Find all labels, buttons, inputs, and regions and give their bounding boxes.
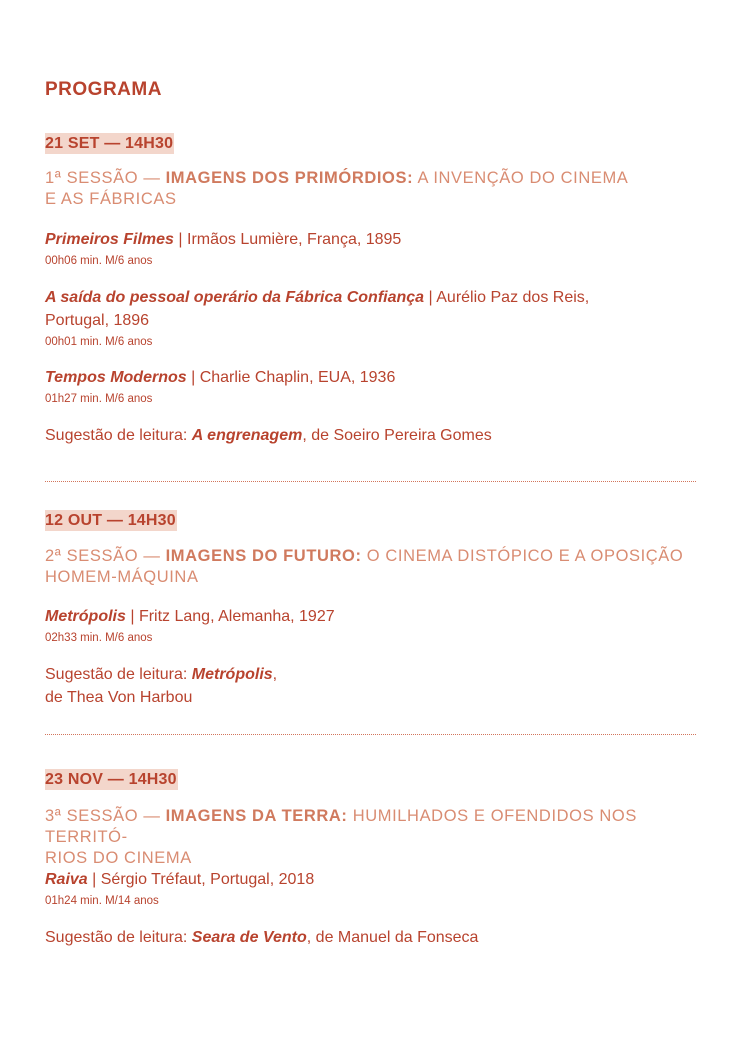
film-credits: Aurélio Paz dos Reis,: [436, 289, 590, 306]
film-title: Metrópolis: [45, 608, 126, 625]
film-title: Tempos Modernos: [45, 369, 187, 386]
film-credits: Charlie Chaplin, EUA, 1936: [199, 369, 396, 386]
session-date: 12 OUT — 14H30: [45, 512, 176, 529]
film-entry: Primeiros Filmes | Irmãos Lumière, França, 1895 00h06 min. M/6 anos: [45, 228, 645, 269]
film-meta: 00h06 min. M/6 anos: [45, 255, 153, 267]
film-meta: 01h27 min. M/6 anos: [45, 393, 153, 405]
film-entry: Metrópolis | Fritz Lang, Alemanha, 1927 02h33 min. M/6 anos: [45, 605, 645, 646]
reading-suggestion: Sugestão de leitura: Seara de Vento, de Manuel da Fonseca: [45, 929, 479, 946]
dotted-divider: [45, 734, 696, 735]
film-entry: Raiva | Sérgio Tréfaut, Portugal, 2018 01h24 min. M/14 anos: [45, 868, 645, 909]
film-meta: 01h24 min. M/14 anos: [45, 895, 159, 907]
film-title: Primeiros Filmes: [45, 231, 174, 248]
film-meta: 00h01 min. M/6 anos: [45, 336, 153, 348]
dotted-divider: [45, 481, 696, 482]
film-credits: Irmãos Lumière, França, 1895: [187, 231, 402, 248]
film-entry: A saída do pessoal operário da Fábrica Confiança | Aurélio Paz dos Reis, Portugal, 1896 00h01 min. M/6 anos: [45, 286, 645, 350]
reading-suggestion: Sugestão de leitura: Metrópolis, de Thea Von Harbou: [45, 666, 278, 706]
book-title: Seara de Vento: [191, 929, 307, 946]
reading-suggestion: Sugestão de leitura: A engrenagem, de Soeiro Pereira Gomes: [45, 427, 492, 444]
book-title: A engrenagem: [191, 427, 303, 444]
film-meta: 02h33 min. M/6 anos: [45, 632, 153, 644]
page-title: PROGRAMA: [45, 79, 162, 100]
session-date: 23 NOV — 14H30: [45, 771, 177, 788]
session-heading: 1ª SESSÃO — IMAGENS DOS PRIMÓRDIOS: A INVENÇÃO DO CINEMA E AS FÁBRICAS: [45, 169, 629, 208]
session-heading: 3ª SESSÃO — IMAGENS DA TERRA: HUMILHADOS E OFENDIDOS NOS TERRITÓ- RIOS DO CINEMA: [45, 807, 637, 867]
film-title: Raiva: [45, 871, 88, 888]
session-heading: 2ª SESSÃO — IMAGENS DO FUTURO: O CINEMA DISTÓPICO E A OPOSIÇÃO HOMEM-MÁQUINA: [45, 547, 684, 586]
book-title: Metrópolis: [191, 666, 273, 683]
film-entry: Tempos Modernos | Charlie Chaplin, EUA, 1936 01h27 min. M/6 anos: [45, 366, 645, 407]
film-credits: Fritz Lang, Alemanha, 1927: [138, 608, 335, 625]
session-date: 21 SET — 14H30: [45, 135, 174, 152]
film-title: A saída do pessoal operário da Fábrica Confiança: [45, 289, 425, 306]
film-credits: Sérgio Tréfaut, Portugal, 2018: [100, 871, 315, 888]
